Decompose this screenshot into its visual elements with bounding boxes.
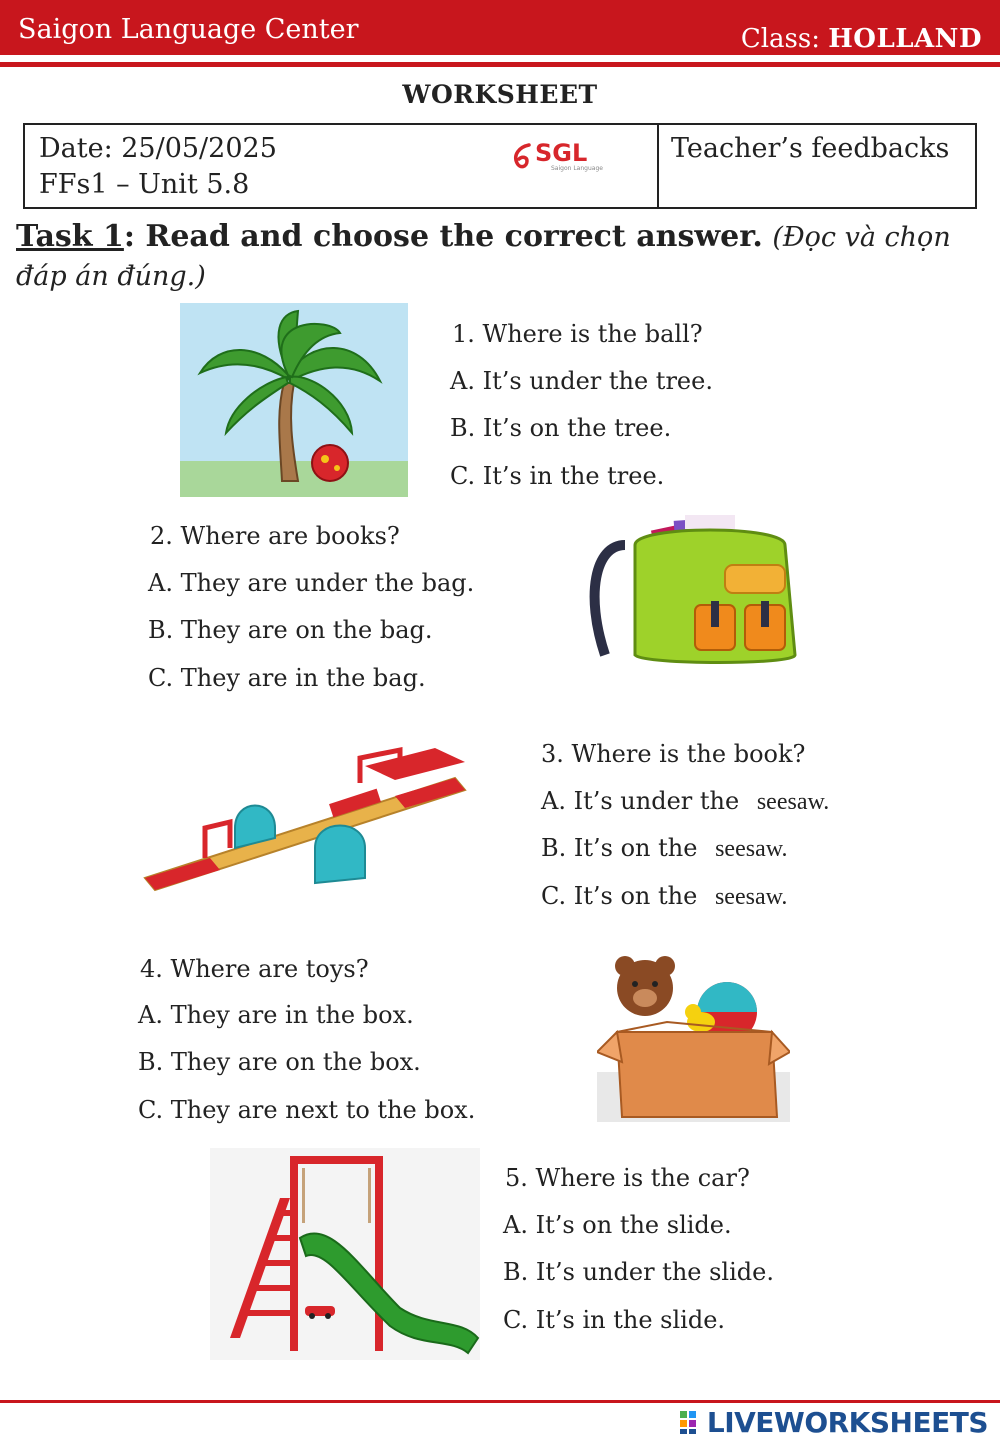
task-translation: (Đọc và chọn đáp án đúng.) xyxy=(16,222,951,292)
option-2b[interactable]: B. They are on the bag. xyxy=(148,616,433,644)
option-1c[interactable]: C. It’s in the tree. xyxy=(450,462,665,490)
option-3b-word: seesaw. xyxy=(715,836,788,862)
option-2a[interactable]: A. They are under the bag. xyxy=(148,569,475,597)
question-3: 3. Where is the book? xyxy=(541,740,806,768)
teacher-feedback-label: Teacher’s feedbacks xyxy=(671,133,950,164)
option-3b[interactable] xyxy=(541,834,788,863)
option-3c-word: seesaw. xyxy=(714,884,788,910)
backpack-books-image xyxy=(585,505,810,670)
option-2c[interactable]: C. They are in the bag. xyxy=(148,664,426,692)
palm-tree-ball-image xyxy=(180,303,408,497)
option-4a[interactable]: A. They are in the box. xyxy=(138,1001,414,1029)
school-name: Saigon Language Center xyxy=(18,14,359,45)
table-divider xyxy=(657,125,659,207)
question-2: 2. Where are books? xyxy=(150,522,400,550)
option-3a-text: A. It’s under the xyxy=(541,787,740,815)
option-5b[interactable]: B. It’s under the slide. xyxy=(503,1258,774,1286)
option-4b[interactable]: B. They are on the box. xyxy=(138,1048,421,1076)
option-1a[interactable]: A. It’s under the tree. xyxy=(450,367,713,395)
question-5: 5. Where is the car? xyxy=(505,1164,750,1192)
worksheet-title: WORKSHEET xyxy=(402,80,598,109)
task-instruction: : Read and choose the correct answer. xyxy=(123,219,763,254)
option-3a[interactable] xyxy=(541,787,829,816)
date-text: Date: 25/05/2025 xyxy=(39,133,277,164)
question-4: 4. Where are toys? xyxy=(140,955,369,983)
footer-divider xyxy=(0,1400,1000,1403)
option-5a[interactable]: A. It’s on the slide. xyxy=(503,1211,732,1239)
info-table xyxy=(23,123,977,209)
task-label: Task 1 xyxy=(16,219,124,254)
class-info xyxy=(741,24,982,54)
slide-image xyxy=(210,1148,480,1360)
question-1: 1. Where is the ball? xyxy=(452,320,703,348)
sgl-swirl-icon xyxy=(511,139,535,173)
sgl-logo-subtext: Saigon Language xyxy=(551,165,603,172)
task-heading xyxy=(16,218,991,296)
option-4c[interactable]: C. They are next to the box. xyxy=(138,1096,476,1124)
option-3a-word: seesaw. xyxy=(756,789,830,815)
sgl-logo xyxy=(511,139,611,175)
class-label: Class: xyxy=(740,24,820,54)
header-divider xyxy=(0,62,1000,67)
unit-text: FFs1 – Unit 5.8 xyxy=(39,169,250,200)
liveworksheets-text: LIVEWORKSHEETS xyxy=(706,1405,988,1439)
option-5c[interactable]: C. It’s in the slide. xyxy=(503,1306,726,1334)
option-3c[interactable] xyxy=(541,882,787,911)
sgl-logo-text: SGL xyxy=(535,139,588,167)
option-3c-text: C. It’s on the xyxy=(541,882,698,910)
toy-box-image xyxy=(597,952,790,1122)
liveworksheets-logo xyxy=(679,1404,988,1440)
option-1b[interactable]: B. It’s on the tree. xyxy=(450,414,672,442)
option-3b-text: B. It’s on the xyxy=(541,834,698,862)
class-name: HOLLAND xyxy=(828,24,982,54)
liveworksheets-icon xyxy=(679,1409,705,1435)
seesaw-image xyxy=(135,738,470,906)
